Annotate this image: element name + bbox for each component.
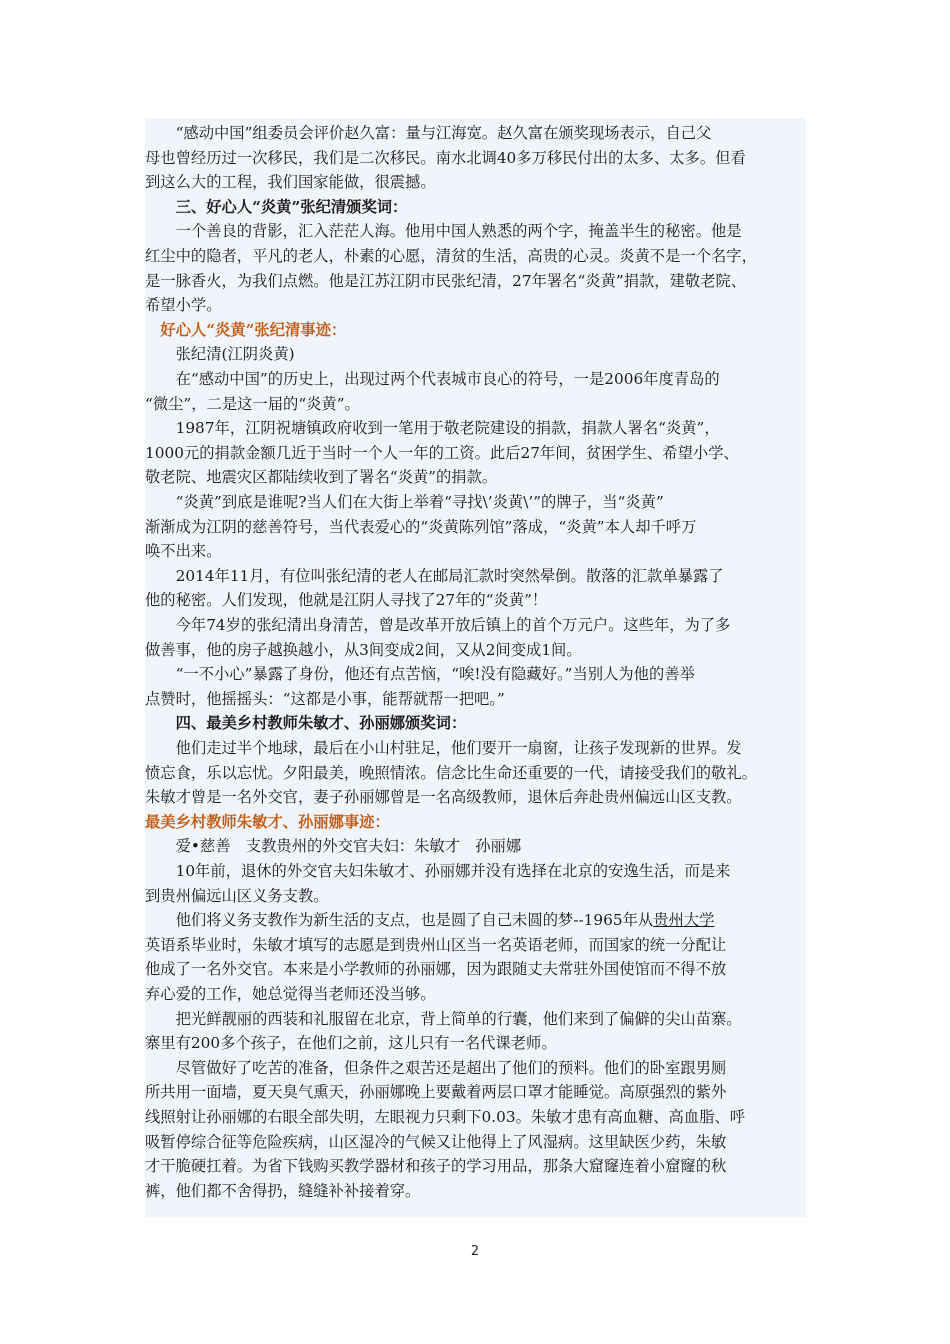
document-body [145, 118, 806, 1217]
text-line [145, 539, 806, 563]
text-line [145, 1007, 806, 1031]
text-line [145, 1031, 806, 1055]
text-line [145, 884, 806, 908]
line-text: 1987年，江阴祝塘镇政府收到一笔用于敬老院建设的捐款，捐款人署名“炎黄”， [145, 419, 720, 438]
text-line [145, 687, 806, 711]
line-text: 线照射让孙丽娜的右眼全部失明，左眼视力只剩下0.03。朱敏才患有高血糖、高血脂、呼 [145, 1108, 746, 1126]
line-text: 红尘中的隐者，平凡的老人，朴素的心愿，清贫的生活，高贵的心灵。炎黄不是一个名字， [145, 247, 757, 265]
line-text: 2014年11月，有位叫张纪清的老人在邮局汇款时突然晕倒。散落的汇款单暴露了 [145, 566, 724, 585]
line-text: 一个善良的背影，汇入茫茫人海。他用中国人熟悉的两个字，掩盖半生的秘密。他是 [145, 222, 742, 241]
line-text: 今年74岁的张纪清出身清苦，曾是改革开放后镇上的首个万元户。这些年，为了多 [145, 616, 731, 634]
line-text: 寨里有200多个孩子，在他们之前，这儿只有一名代课老师。 [145, 1034, 557, 1053]
text-line [145, 219, 806, 243]
text-line [145, 588, 806, 612]
text-line [145, 342, 806, 366]
line-text: 爱•慈善 支教贵州的外交官夫妇：朱敏才 孙丽娜 [145, 837, 522, 856]
line-text: 最美乡村教师朱敏才、孙丽娜事迹： [145, 812, 390, 831]
line-text: 他成了一名外交官。本来是小学教师的孙丽娜，因为跟随丈夫常驻外国使馆而不得不放 [145, 960, 727, 979]
text-line [145, 1130, 806, 1154]
line-text: 裤，他们都不舍得扔，缝缝补补接着穿。 [145, 1181, 421, 1200]
line-text: 所共用一面墙，夏天臭气熏天，孙丽娜晚上要戴着两层口罩才能睡觉。高原强烈的紫外 [145, 1083, 727, 1102]
text-line [145, 392, 806, 416]
line-text: 敬老院、地震灾区都陆续收到了署名“炎黄”的捐款。 [145, 468, 498, 487]
text-line [145, 293, 806, 317]
line-text: 他们走过半个地球，最后在小山村驻足，他们要开一扇窗，让孩子发现新的世界。发 [145, 739, 742, 757]
text-line [145, 1056, 806, 1080]
text-line [145, 736, 806, 760]
text-line [145, 367, 806, 391]
line-text: “一不小心”暴露了身份，他还有点苦恼，“唉!没有隐藏好。”当别人为他的善举 [145, 665, 695, 684]
text-line [145, 638, 806, 662]
text-line [145, 1080, 806, 1104]
line-text: 好心人“炎黄”张纪清事迹： [145, 320, 347, 339]
line-text: 1000元的捐款金额几近于当时一个人一年的工资。此后27年间，贫困学生、希望小学、 [145, 443, 739, 462]
line-text: 他们将义务支教作为新生活的支点，也是圆了自己未圆的梦--1965年从 [145, 911, 654, 930]
text-line [145, 1179, 806, 1203]
section-heading [145, 195, 806, 219]
section-heading [145, 711, 806, 735]
text-line [145, 662, 806, 686]
line-text: 把光鲜靓丽的西装和礼服留在北京，背上简单的行囊，他们来到了偏僻的尖山苗寨。 [145, 1009, 742, 1028]
text-line [145, 490, 806, 514]
text-line [145, 416, 806, 440]
text-line [145, 785, 806, 809]
text-line [145, 170, 806, 194]
section-heading [145, 318, 806, 342]
line-text: “感动中国”组委员会评价赵久富：量与江海宽。赵久富在颁奖现场表示，自己父 [145, 124, 712, 142]
line-text: “微尘”，二是这一届的“炎黄”。 [145, 394, 360, 413]
page-number: 2 [470, 1244, 480, 1259]
text-line [145, 244, 806, 268]
line-text: 英语系毕业时，朱敏才填写的志愿是到贵州山区当一名英语老师，而国家的统一分配让 [145, 935, 727, 954]
text-line [145, 515, 806, 539]
text-line [145, 564, 806, 588]
line-text: 张纪清(江阴炎黄) [145, 345, 295, 364]
university-link[interactable]: 贵州大学 [653, 911, 715, 930]
text-line [145, 761, 806, 785]
text-line [145, 1105, 806, 1129]
text-line [145, 908, 806, 932]
line-text: 三、好心人“炎黄”张纪清颁奖词： [145, 197, 408, 216]
text-line [145, 465, 806, 489]
text-line [145, 146, 806, 170]
line-text: 才干脆硬扛着。为省下钱购买教学器材和孩子的学习用品，那条大窟窿连着小窟窿的秋 [145, 1157, 727, 1176]
text-line [145, 269, 806, 293]
line-text: 到这么大的工程，我们国家能做，很震撼。 [145, 173, 436, 192]
line-text: “炎黄”到底是谁呢?当人们在大街上举着“寻找\’炎黄\’”的牌子，当“炎黄” [145, 493, 664, 511]
line-text: 母也曾经历过一次移民，我们是二次移民。南水北调40多万移民付出的太多、太多。但看 [145, 148, 746, 167]
line-text: 唤不出来。 [145, 542, 222, 561]
text-line [145, 121, 806, 145]
text-line [145, 834, 806, 858]
section-heading [145, 810, 806, 834]
line-text: 愤忘食，乐以忘忧。夕阳最美，晚照情浓。信念比生命还重要的一代，请接受我们的敬礼。 [145, 763, 757, 782]
line-text: 弃心爱的工作，她总觉得当老师还没当够。 [145, 985, 436, 1003]
line-text: 10年前，退休的外交官夫妇朱敏才、孙丽娜并没有选择在北京的安逸生活，而是来 [145, 862, 731, 880]
text-line [145, 441, 806, 465]
text-line [145, 859, 806, 883]
line-text: 他的秘密。人们发现，他就是江阴人寻找了27年的“炎黄”！ [145, 591, 548, 610]
text-line [145, 1154, 806, 1178]
line-text: 四、最美乡村教师朱敏才、孙丽娜颁奖词： [145, 714, 467, 733]
line-text: 渐渐成为江阴的慈善符号，当代表爱心的“炎黄陈列馆”落成，“炎黄”本人却千呼万 [145, 517, 697, 536]
line-text: 点赞时，他摇摇头：“这都是小事，能帮就帮一把吧。” [145, 689, 505, 708]
text-line [145, 933, 806, 957]
text-line [145, 982, 806, 1006]
line-text: 希望小学。 [145, 296, 222, 315]
text-line [145, 613, 806, 637]
line-text: 朱敏才曾是一名外交官，妻子孙丽娜曾是一名高级教师，退休后奔赴贵州偏远山区支教。 [145, 788, 742, 807]
line-text: 做善事，他的房子越换越小，从3间变成2间，又从2间变成1间。 [145, 640, 582, 659]
line-text: 到贵州偏远山区义务支教。 [145, 886, 329, 905]
line-text: 是一脉香火，为我们点燃。他是江苏江阴市民张纪清，27年署名“炎黄”捐款，建敬老院、 [145, 271, 747, 290]
text-line [145, 957, 806, 981]
line-text: 吸暂停综合征等危险疾病，山区湿冷的气候又让他得上了风湿病。这里缺医少药，朱敏 [145, 1132, 727, 1151]
line-text: 尽管做好了吃苦的准备，但条件之艰苦还是超出了他们的预料。他们的卧室跟男厕 [145, 1058, 727, 1077]
line-text: 在“感动中国”的历史上，出现过两个代表城市良心的符号，一是2006年度青岛的 [145, 370, 720, 388]
